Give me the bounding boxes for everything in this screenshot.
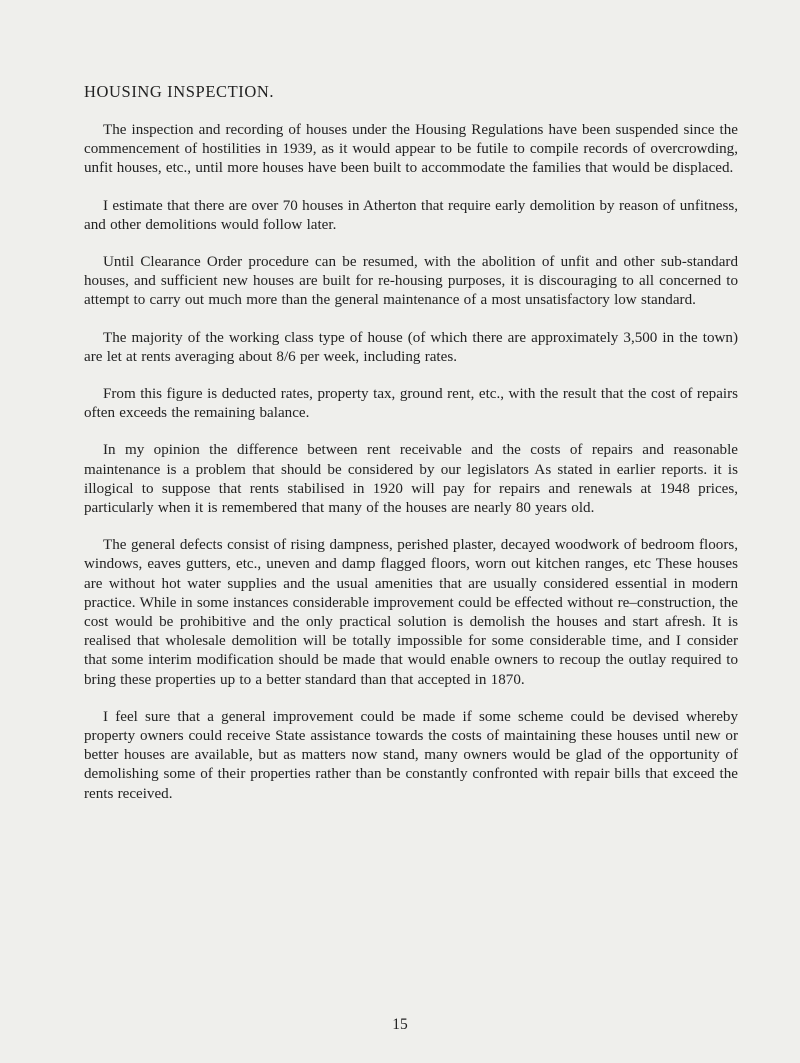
- paragraph-inspection-suspended: The inspection and recording of houses under the Housing Regulations have been suspended since the commencement of hostilities in 1939, as it would appear to be futile to compile records of overcrowding, unfit houses, etc., until more houses have been built to accommodate the families that would be displaced.: [84, 122, 738, 177]
- paragraph-opinion: In my opinion the difference between rent receivable and the costs of repairs and reasonable maintenance is a problem that should be considered by our legislators As stated in earlier reports. it is illogical to suppose that rents stabilised in 1920 will pay for repairs and renewals at 1948 prices, particularly when it is remembered that many of the houses are nearly 80 years old.: [84, 442, 738, 517]
- page-heading: HOUSING INSPECTION.: [84, 82, 275, 101]
- paragraph-demolition-estimate: I estimate that there are over 70 houses in Atherton that require early demolition by reason of unfitness, and other demolitions would follow later.: [84, 197, 738, 233]
- paragraph-rents: The majority of the working class type of house (of which there are approximately 3,500 in the town) are let at rents averaging about 8/6 per week, including rates.: [84, 329, 738, 365]
- paragraph-clearance-order: Until Clearance Order procedure can be resumed, with the abolition of unfit and other sub-standard houses, and sufficient new houses are built for re-housing purposes, it is discouraging to all concerned to attempt to carry out much more than the general maintenance of a most unsatisfactory low standard.: [84, 254, 738, 309]
- paragraph-deductions: From this figure is deducted rates, property tax, ground rent, etc., with the result that the cost of repairs often exceeds the remaining balance.: [84, 386, 738, 422]
- page-number: 15: [392, 1016, 408, 1033]
- paragraph-general-defects: The general defects consist of rising dampness, perished plaster, decayed woodwork of bedroom floors, windows, eaves gutters, etc., uneven and damp flagged floors, worn out kitchen ranges, etc These houses are without hot water supplies and the usual amenities that are usually considered essential in modern practice. While in some instances considerable improvement could be effected without re–construction, the cost would be prohibitive and the only practical solution is demolish the houses and start afresh. It is realised that wholesale demolition will be totally impossible for some considerable time, and I consider that some interim modification should be made that would enable owners to recoup the outlay required to bring these properties up to a better standard than that accepted in 1870.: [84, 537, 738, 688]
- document-page: [84, 82, 738, 822]
- paragraph-state-assistance: I feel sure that a general improvement could be made if some scheme could be devised whereby property owners could receive State assistance towards the costs of maintaining these houses until new or better houses are available, but as matters now stand, many owners would be glad of the opportunity of demolishing some of their properties rather than be constantly confronted with repair bills that exceed the rents received.: [84, 708, 738, 802]
